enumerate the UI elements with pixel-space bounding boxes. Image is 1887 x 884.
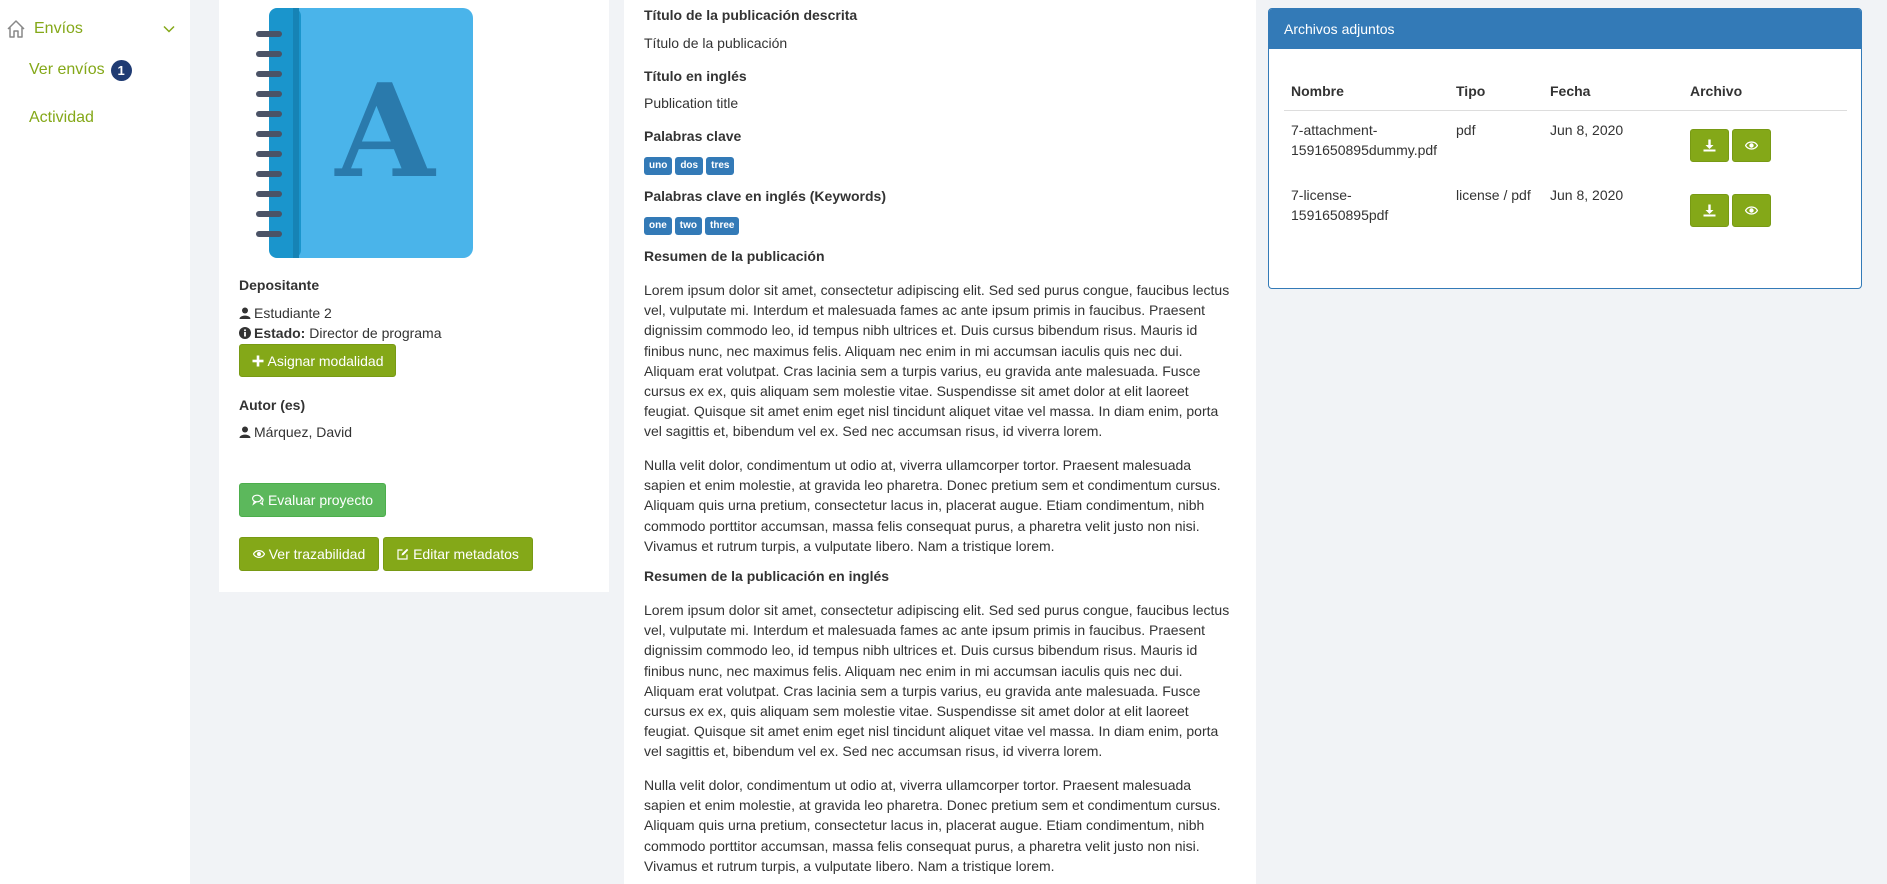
- attachments-panel: [1268, 8, 1862, 289]
- user-icon: [239, 426, 251, 438]
- count-badge: 1: [111, 60, 132, 81]
- keywords-label: Palabras clave: [644, 128, 742, 144]
- submission-summary-card: [219, 0, 609, 592]
- table-row-name: [1291, 120, 1437, 160]
- abstract-paragraph: Nulla velit dolor, condimentum ut odio at, viverra ullamcorper tortor. Praesent malesuada sapien et enim molestie, at gravida leo pharetra. Donec pretium sem et condimentum cursus. Aliquam quis urna pretium, consectetur lacus in, placerat augue. Etiam condimentum, nibh commodo porttitor accumsan, massa felis consequat purus, a pharetra velit justo non nisi. Vivamus et rutrum turpis, a vulputate libero. Nam a tristique lorem.: [644, 457, 1221, 554]
- publication-details: [624, 0, 1256, 884]
- title-label: Título de la publicación descrita: [644, 7, 858, 23]
- user-icon: [239, 307, 251, 319]
- column-header: Archivo: [1690, 83, 1743, 99]
- preview-button[interactable]: [1732, 129, 1771, 162]
- attachments-panel-title: Archivos adjuntos: [1269, 9, 1861, 49]
- keywords-en-tags: [644, 217, 739, 235]
- sidebar-item-ver-envios[interactable]: [0, 56, 190, 84]
- chevron-down-icon[interactable]: [162, 22, 176, 36]
- table-row-type: license / pdf: [1456, 187, 1531, 203]
- sidebar-group-envios[interactable]: [0, 14, 190, 44]
- home-icon: [6, 19, 26, 39]
- view-traceability-label: Ver trazabilidad: [268, 546, 366, 562]
- sidebar-item-actividad[interactable]: [0, 104, 190, 132]
- sidebar-item-label: Actividad: [29, 109, 94, 126]
- evaluate-project-button[interactable]: [239, 483, 386, 517]
- author-line: [239, 424, 352, 440]
- depositor-name: Estudiante 2: [254, 305, 332, 321]
- column-header: Fecha: [1550, 83, 1591, 99]
- status-line: [239, 325, 442, 341]
- status-value: Director de programa: [309, 325, 442, 341]
- abstract-label: Resumen de la publicación: [644, 248, 825, 264]
- abstract-en-paragraph: Nulla velit dolor, condimentum ut odio at, viverra ullamcorper tortor. Praesent malesuada sapien et enim molestie, at gravida leo pharetra. Donec pretium sem et condimentum cursus. Aliquam quis urna pretium, consectetur lacus in, placerat augue. Etiam condimentum, nibh commodo porttitor accumsan, massa felis consequat purus, a pharetra velit justo non nisi. Vivamus et rutrum turpis, a vulputate libero. Nam a tristique lorem.: [644, 777, 1221, 874]
- eye-icon: [1745, 139, 1758, 152]
- keyword-tag: three: [705, 217, 739, 235]
- abstract-en-paragraph: Lorem ipsum dolor sit amet, consectetur adipiscing elit. Sed sed purus congue, faucibus lectus vel, vulputate mi. Interdum et malesuada fames ac ante ipsum primis in faucibus. Praesent dignissim commodo leo, id tempus nibh ultrices et. Duis cursus bibendum risus. Mauris id finibus nunc, nec maximus felis. Aliquam nec enim in mi accumsan iaculis quis nec dui. Aliquam erat volutpat. Cras lacinia sem a turpis varius, eu gravida ante malesuada. Fusce cursus ex ex, quis aliquam sem molestie vitae. Suspendisse sit amet dolor at elit laoreet feugiat. Quisque sit amet enim eget nisl tincidunt aliquet vitae vel massa. In diam enim, porta vel sagittis et, bibendum vel ex. Sed nec accumsan risus, id viverra lorem.: [644, 602, 1230, 760]
- cover-letter: A: [335, 57, 435, 207]
- info-icon: [239, 327, 251, 339]
- download-icon: [1703, 204, 1716, 217]
- depositor-label: Depositante: [239, 277, 320, 293]
- edit-icon: [397, 548, 409, 560]
- column-header: Nombre: [1291, 83, 1344, 99]
- download-button[interactable]: [1690, 194, 1729, 227]
- authors-label: Autor (es): [239, 397, 306, 413]
- table-row-name: [1291, 185, 1388, 225]
- title-en-label: Título en inglés: [644, 68, 747, 84]
- plus-icon: [252, 355, 264, 367]
- preview-button[interactable]: [1732, 194, 1771, 227]
- keyword-tag: two: [675, 217, 702, 235]
- file-name-line: 1591650895dummy.pdf: [1291, 142, 1438, 158]
- table-row-type: pdf: [1456, 122, 1476, 138]
- sidebar-group-label: Envíos: [34, 20, 83, 37]
- evaluate-project-label: Evaluar proyecto: [267, 492, 374, 508]
- eye-icon: [1745, 204, 1758, 217]
- file-name-line: 1591650895pdf: [1291, 207, 1389, 223]
- keyword-tag: uno: [644, 157, 672, 175]
- view-traceability-button[interactable]: [239, 537, 379, 571]
- assign-modality-label: Asignar modalidad: [267, 352, 384, 369]
- keyword-tag: dos: [675, 157, 703, 175]
- title-en-value: Publication title: [644, 95, 739, 111]
- download-button[interactable]: [1690, 129, 1729, 162]
- assign-modality-button[interactable]: [239, 344, 396, 377]
- header-divider: [1284, 110, 1847, 111]
- depositor-line: [239, 305, 332, 321]
- abstract-paragraph: Lorem ipsum dolor sit amet, consectetur adipiscing elit. Sed sed purus congue, faucibus lectus vel, vulputate mi. Interdum et malesuada fames ac ante ipsum primis in faucibus. Praesent dignissim commodo leo, id tempus nibh ultrices et. Duis cursus bibendum risus. Mauris id finibus nunc, nec maximus felis. Aliquam nec enim in mi accumsan iaculis quis nec dui. Aliquam erat volutpat. Cras lacinia sem a turpis varius, eu gravida ante malesuada. Fusce cursus ex ex, quis aliquam sem molestie vitae. Suspendisse sit amet dolor at elit laoreet feugiat. Quisque sit amet enim eget nisl tincidunt aliquet vitae vel massa. In diam enim, porta vel sagittis et, bibendum vel ex. Sed nec accumsan risus, id viverra lorem.: [644, 282, 1230, 440]
- sidebar: [0, 0, 190, 884]
- book-cover-icon: [255, 6, 475, 260]
- keyword-tag: one: [644, 217, 672, 235]
- keywords-tags: [644, 157, 734, 175]
- eye-icon: [253, 548, 265, 560]
- file-name-line: 7-license-: [1291, 187, 1352, 203]
- table-row-date: Jun 8, 2020: [1550, 187, 1624, 203]
- keywords-en-label: Palabras clave en inglés (Keywords): [644, 188, 886, 204]
- edit-metadata-label: Editar metadatos: [413, 546, 519, 562]
- status-label: Estado:: [254, 325, 306, 341]
- abstract-en-label: Resumen de la publicación en inglés: [644, 568, 890, 584]
- comments-icon: [252, 494, 264, 506]
- file-name-line: 7-attachment-: [1291, 122, 1378, 138]
- download-icon: [1703, 139, 1716, 152]
- author-name: Márquez, David: [254, 424, 353, 440]
- column-header: Tipo: [1456, 83, 1486, 99]
- table-row-date: Jun 8, 2020: [1550, 122, 1624, 138]
- title-value: Título de la publicación: [644, 35, 788, 51]
- sidebar-item-label: Ver envíos: [29, 61, 105, 78]
- keyword-tag: tres: [706, 157, 734, 175]
- edit-metadata-button[interactable]: [383, 537, 533, 571]
